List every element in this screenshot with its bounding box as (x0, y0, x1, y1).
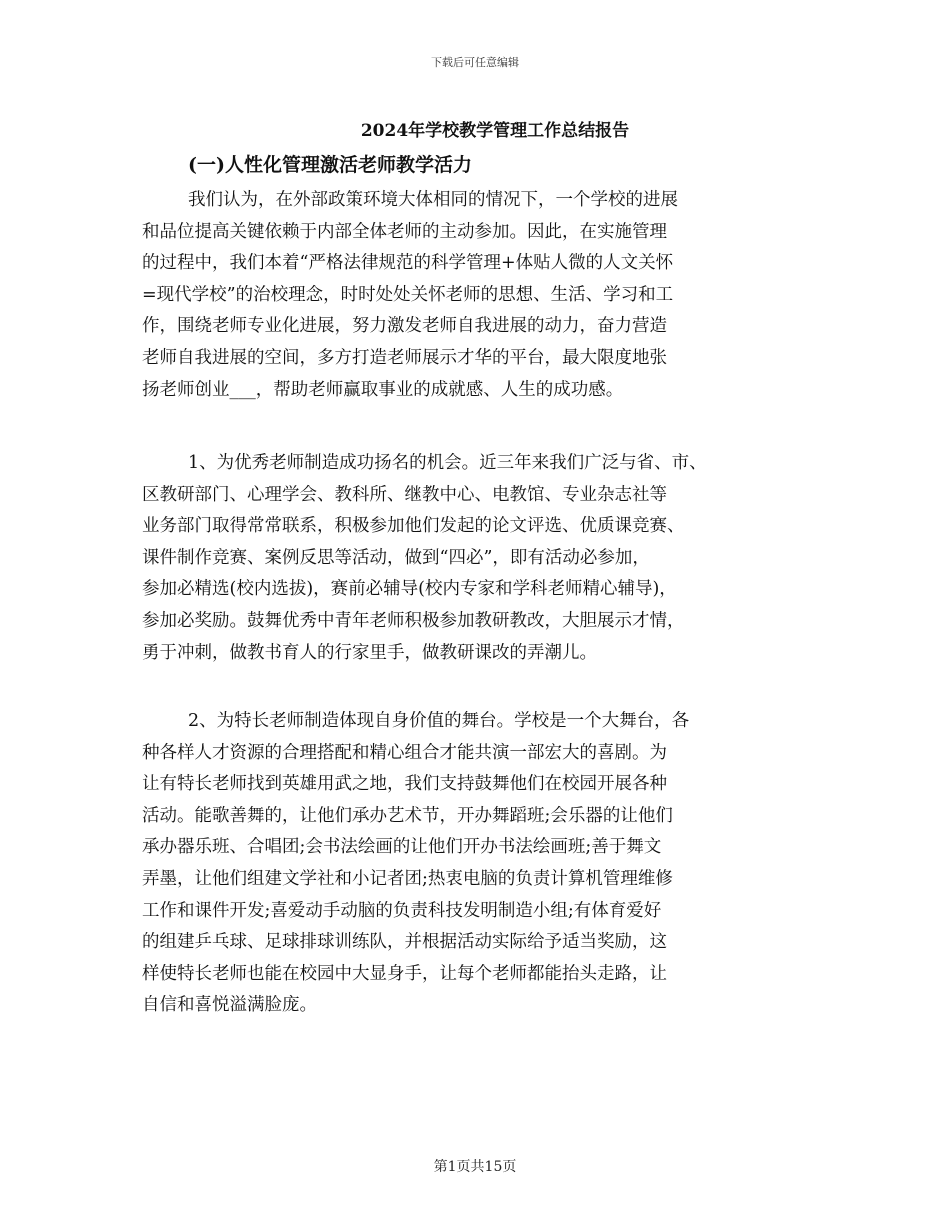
paragraph-line: 我们认为，在外部政策环境大体相同的情况下，一个学校的进展 (188, 190, 678, 210)
section-heading: (一)人性化管理激活老师教学活力 (188, 154, 472, 176)
paragraph-line: 的过程中，我们本着“严格法律规范的科学管理+体贴人微的人文关怀 (142, 253, 674, 274)
paragraph-line: 样使特长老师也能在校园中大显身手，让每个老师都能抬头走路，让 (142, 963, 667, 984)
paragraph-line: 勇于冲刺，做教书育人的行家里手，做教研课改的弄潮儿。 (142, 642, 597, 663)
paragraph-line: 课件制作竞赛、案例反思等活动，做到“四必”，即有活动必参加， (142, 547, 650, 568)
paragraph-line: =现代学校”的治校理念，时时处处关怀老师的思想、生活、学习和工 (142, 284, 674, 305)
paragraph-line: 作，围绕老师专业化进展，努力激发老师自我进展的动力，奋力营造 (142, 316, 667, 337)
paragraph-line: 和品位提高关键依赖于内部全体老师的主动参加。因此，在实施管理 (142, 221, 667, 242)
paragraph-line: 1、为优秀老师制造成功扬名的机会。近三年来我们广泛与省、市、 (188, 453, 707, 473)
paragraph-line: 弄墨，让他们组建文学社和小记者团;热衷电脑的负责计算机管理维修 (142, 868, 673, 889)
paragraph-line: 工作和课件开发;喜爱动手动脑的负责科技发明制造小组;有体育爱好 (142, 900, 662, 921)
paragraph-line: 自信和喜悦溢满脸庞。 (142, 995, 317, 1016)
paragraph-line: 扬老师创业___，帮助老师赢取事业的成就感、人生的成功感。 (142, 379, 624, 400)
paragraph-line: 2、为特长老师制造体现自身价值的舞台。学校是一个大舞台，各 (188, 711, 690, 731)
paragraph-line: 参加必奖励。鼓舞优秀中青年老师积极参加教研教改，大胆展示才情， (142, 610, 685, 631)
paragraph-3 (142, 706, 802, 1022)
paragraph-2 (142, 448, 802, 669)
paragraph-line: 让有特长老师找到英雄用武之地，我们支持鼓舞他们在校园开展各种 (142, 774, 667, 795)
paragraph-line: 活动。能歌善舞的，让他们承办艺术节，开办舞蹈班;会乐器的让他们 (142, 805, 673, 826)
paragraph-line: 的组建乒乓球、足球排球训练队，并根据活动实际给予适当奖励，这 (142, 932, 667, 953)
header-note: 下载后可任意编辑 (431, 56, 519, 69)
paragraph-line: 种各样人才资源的合理搭配和精心组合才能共演一部宏大的喜剧。为 (142, 742, 667, 763)
paragraph-line: 参加必精选(校内选拔)，赛前必辅导(校内专家和学科老师精心辅导)， (142, 579, 677, 600)
paragraph-line: 老师自我进展的空间，多方打造老师展示才华的平台，最大限度地张 (142, 347, 667, 368)
paragraph-line: 业务部门取得常常联系，积极参加他们发起的论文评选、优质课竞赛、 (142, 516, 685, 537)
paragraph-1 (142, 185, 802, 406)
paragraph-line: 区教研部门、心理学会、教科所、继教中心、电教馆、专业杂志社等 (142, 484, 667, 505)
document-title: 2024年学校教学管理工作总结报告 (360, 121, 630, 141)
paragraph-line: 承办器乐班、合唱团;会书法绘画的让他们开办书法绘画班;善于舞文 (142, 837, 662, 858)
page-footer: 第1页共15页 (433, 1159, 517, 1175)
